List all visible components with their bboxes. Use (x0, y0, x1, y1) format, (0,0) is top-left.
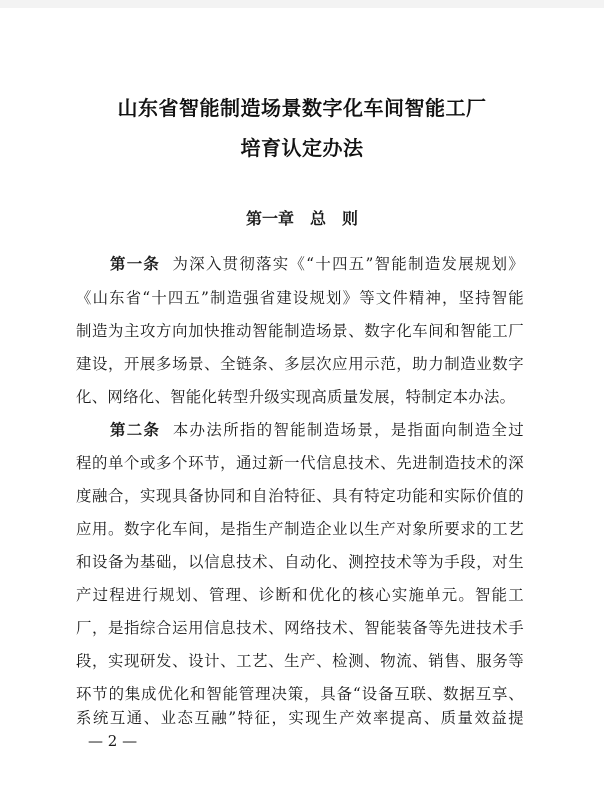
chapter-name-char-2: 则 (342, 209, 359, 228)
chapter-heading (0, 206, 604, 229)
article-1-label: 第一条 (110, 255, 161, 273)
article-1-line-5: 化、网络化、智能化转型升级实现高质量发展，特制定本办法。 (76, 388, 516, 406)
chapter-name-char-1: 总 (309, 209, 326, 228)
article-2-line-9: 环节的集成优化和智能管理决策，具备“设备互联、数据互享、 (76, 685, 524, 703)
article-2-label: 第二条 (110, 421, 161, 439)
article-1-line-2: 《山东省“十四五”制造强省建设规划》等文件精神，坚持智能 (76, 289, 524, 307)
article-1-text-1: 为深入贯彻落实《“十四五”智能制造发展规划》 (172, 255, 524, 273)
article-2-line-6: 产过程进行规划、管理、诊断和优化的核心实施单元。智能工 (76, 586, 524, 604)
top-edge (0, 0, 604, 8)
page-number: — 2 — (88, 732, 138, 750)
article-2-line-2: 程的单个或多个环节，通过新一代信息技术、先进制造技术的深 (76, 454, 524, 472)
article-2-line-5: 和设备为基础，以信息技术、自动化、测控技术等为手段，对生 (76, 553, 524, 571)
article-2-line-8: 段，实现研发、设计、工艺、生产、检测、物流、销售、服务等 (76, 652, 524, 670)
article-2-line-4: 应用。数字化车间，是指生产制造企业以生产对象所要求的工艺 (76, 520, 524, 538)
document-title-line-1: 山东省智能制造场景数字化车间智能工厂 (117, 96, 487, 120)
document-title-line-2: 培育认定办法 (240, 136, 364, 160)
chapter-number: 第一章 (245, 209, 294, 228)
article-2-line-3: 度融合，实现具备协同和自治特征、具有特定功能和实际价值的 (76, 487, 524, 505)
article-1-line-4: 建设，开展多场景、全链条、多层次应用示范，助力制造业数字 (76, 355, 524, 373)
article-2-line-1 (110, 418, 524, 442)
article-1-line-1 (110, 252, 524, 276)
article-2-line-10: 系统互通、业态互融”特征，实现生产效率提高、质量效益提 (76, 709, 524, 727)
article-2-text-1: 本办法所指的智能制造场景，是指面向制造全过 (172, 421, 524, 439)
article-2-line-7: 厂，是指综合运用信息技术、网络技术、智能装备等先进技术手 (76, 619, 524, 637)
article-1-line-3: 制造为主攻方向加快推动智能制造场景、数字化车间和智能工厂 (76, 322, 524, 340)
